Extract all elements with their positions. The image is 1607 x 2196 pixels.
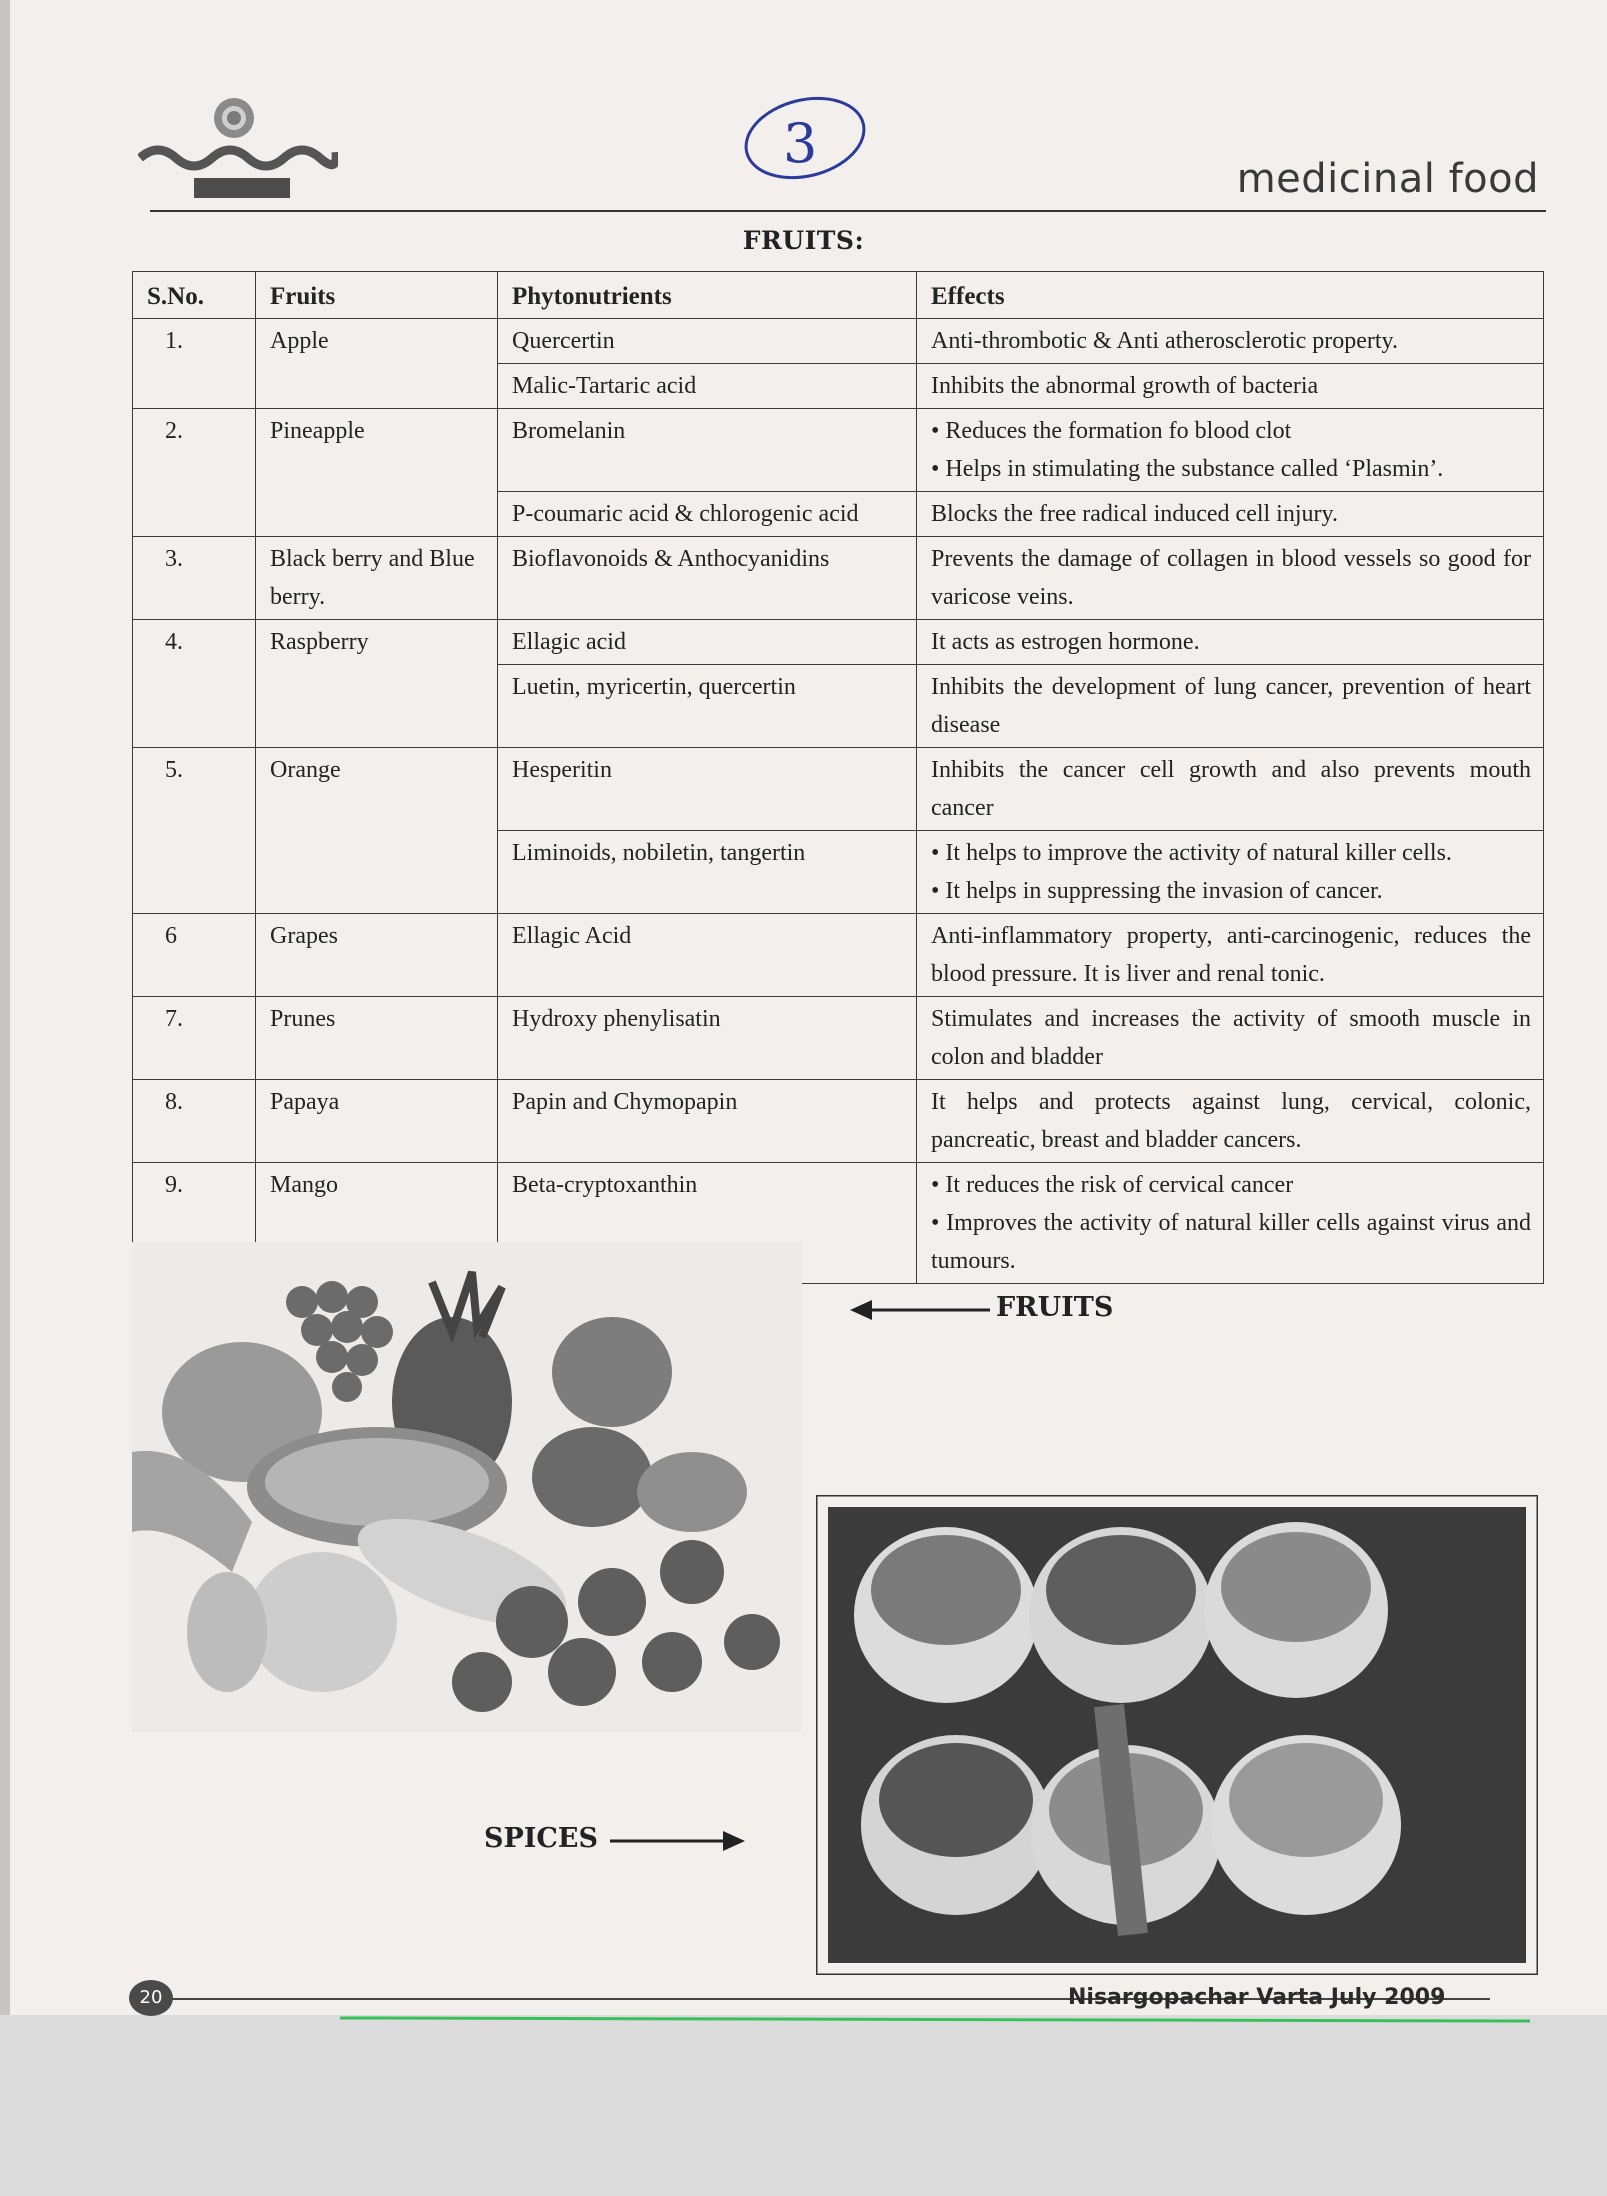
- scanner-background: [0, 2015, 1607, 2196]
- table-row: [133, 997, 1544, 1080]
- cell-phytonutrient: Hydroxy phenylisatin: [498, 997, 917, 1080]
- cell-effect: [917, 492, 1544, 537]
- effect-line: Anti-inflammatory property, anti-carcinogenic, reduces the blood pressure. It is liver and renal tonic.: [931, 923, 1531, 987]
- header-title: medicinal food: [1236, 156, 1539, 202]
- cell-sno: 8.: [133, 1080, 256, 1163]
- effect-line: It helps and protects against lung, cervical, colonic, pancreatic, breast and bladder cancers.: [931, 1089, 1531, 1153]
- effect-line: Inhibits the cancer cell growth and also prevents mouth cancer: [931, 757, 1531, 821]
- effect-line: • It reduces the risk of cervical cancer: [931, 1172, 1294, 1198]
- cell-fruit: Pineapple: [256, 409, 498, 537]
- table-row: [133, 748, 1544, 831]
- cell-fruit: Black berry and Blue berry.: [256, 537, 498, 620]
- cell-effect: [917, 319, 1544, 364]
- cell-phytonutrient: P-coumaric acid & chlorogenic acid: [498, 492, 917, 537]
- cell-phytonutrient: Quercertin: [498, 319, 917, 364]
- cell-phytonutrient: Luetin, myricertin, quercertin: [498, 665, 917, 748]
- header-fruits: Fruits: [256, 272, 498, 319]
- effect-line: Prevents the damage of collagen in blood vessels so good for varicose veins.: [931, 546, 1531, 610]
- cell-fruit: Raspberry: [256, 620, 498, 748]
- cell-sno: 7.: [133, 997, 256, 1080]
- effect-line: • Improves the activity of natural killer cells against virus and tumours.: [931, 1210, 1531, 1274]
- cell-phytonutrient: Bioflavonoids & Anthocyanidins: [498, 537, 917, 620]
- page-binding-edge: [0, 0, 10, 2015]
- cell-effect: [917, 831, 1544, 914]
- cell-phytonutrient: Ellagic acid: [498, 620, 917, 665]
- cell-effect: [917, 537, 1544, 620]
- section-title: FRUITS:: [742, 226, 865, 255]
- cell-effect: [917, 748, 1544, 831]
- magazine-logo: [138, 92, 338, 202]
- cell-effect: [917, 620, 1544, 665]
- cell-effect: [917, 997, 1544, 1080]
- cell-fruit: Mango: [256, 1163, 498, 1284]
- cell-effect: [917, 1080, 1544, 1163]
- cell-effect: [917, 1163, 1544, 1284]
- spices-photo: [816, 1495, 1538, 1975]
- cell-phytonutrient: Hesperitin: [498, 748, 917, 831]
- table-row: [133, 409, 1544, 492]
- cell-fruit: Prunes: [256, 997, 498, 1080]
- page-number: 20: [129, 1980, 173, 2016]
- page-mark-text: 3: [783, 112, 818, 175]
- spices-arrow-icon: [610, 1829, 745, 1853]
- header-effects: Effects: [917, 272, 1544, 319]
- fruits-photo: [132, 1242, 802, 1732]
- cell-sno: 6: [133, 914, 256, 997]
- effect-line: It acts as estrogen hormone.: [931, 629, 1200, 655]
- header-rule: [150, 210, 1546, 212]
- fruits-table: [132, 271, 1544, 1284]
- effect-line: Inhibits the abnormal growth of bacteria: [931, 373, 1319, 399]
- effect-line: • It helps to improve the activity of natural killer cells.: [931, 840, 1452, 866]
- cell-sno: 5.: [133, 748, 256, 914]
- cell-fruit: Apple: [256, 319, 498, 409]
- cell-phytonutrient: Beta-cryptoxanthin: [498, 1163, 917, 1284]
- table-header-row: [133, 272, 1544, 319]
- header-sno: S.No.: [133, 272, 256, 319]
- cell-phytonutrient: Bromelanin: [498, 409, 917, 492]
- fruits-caption: FRUITS: [996, 1292, 1114, 1323]
- effect-line: • Helps in stimulating the substance called ‘Plasmin’.: [931, 456, 1444, 482]
- table-row: [133, 914, 1544, 997]
- cell-fruit: Papaya: [256, 1080, 498, 1163]
- publication-name: Nisargopachar Varta July 2009: [1068, 1985, 1446, 2010]
- cell-sno: 2.: [133, 409, 256, 537]
- spices-caption: SPICES: [484, 1823, 598, 1854]
- cell-effect: [917, 665, 1544, 748]
- table-row: [133, 319, 1544, 364]
- cell-sno: 9.: [133, 1163, 256, 1284]
- cell-effect: [917, 914, 1544, 997]
- cell-fruit: Orange: [256, 748, 498, 914]
- effect-line: Inhibits the development of lung cancer, prevention of heart disease: [931, 674, 1531, 738]
- cell-phytonutrient: Malic-Tartaric acid: [498, 364, 917, 409]
- cell-sno: 3.: [133, 537, 256, 620]
- handwritten-page-mark: [735, 94, 885, 194]
- cell-effect: [917, 409, 1544, 492]
- effect-line: Stimulates and increases the activity of smooth muscle in colon and bladder: [931, 1006, 1531, 1070]
- effect-line: • It helps in suppressing the invasion of cancer.: [931, 878, 1383, 904]
- cell-phytonutrient: Papin and Chymopapin: [498, 1080, 917, 1163]
- effect-line: Anti-thrombotic & Anti atherosclerotic property.: [931, 328, 1398, 354]
- header-phytonutrients: Phytonutrients: [498, 272, 917, 319]
- cell-sno: 1.: [133, 319, 256, 409]
- cell-phytonutrient: Ellagic Acid: [498, 914, 917, 997]
- cell-effect: [917, 364, 1544, 409]
- fruits-arrow-icon: [850, 1298, 990, 1322]
- cell-phytonutrient: Liminoids, nobiletin, tangertin: [498, 831, 917, 914]
- effect-line: • Reduces the formation fo blood clot: [931, 418, 1292, 444]
- table-row: [133, 537, 1544, 620]
- table-row: [133, 1080, 1544, 1163]
- table-row: [133, 620, 1544, 665]
- cell-sno: 4.: [133, 620, 256, 748]
- cell-fruit: Grapes: [256, 914, 498, 997]
- effect-line: Blocks the free radical induced cell injury.: [931, 501, 1338, 527]
